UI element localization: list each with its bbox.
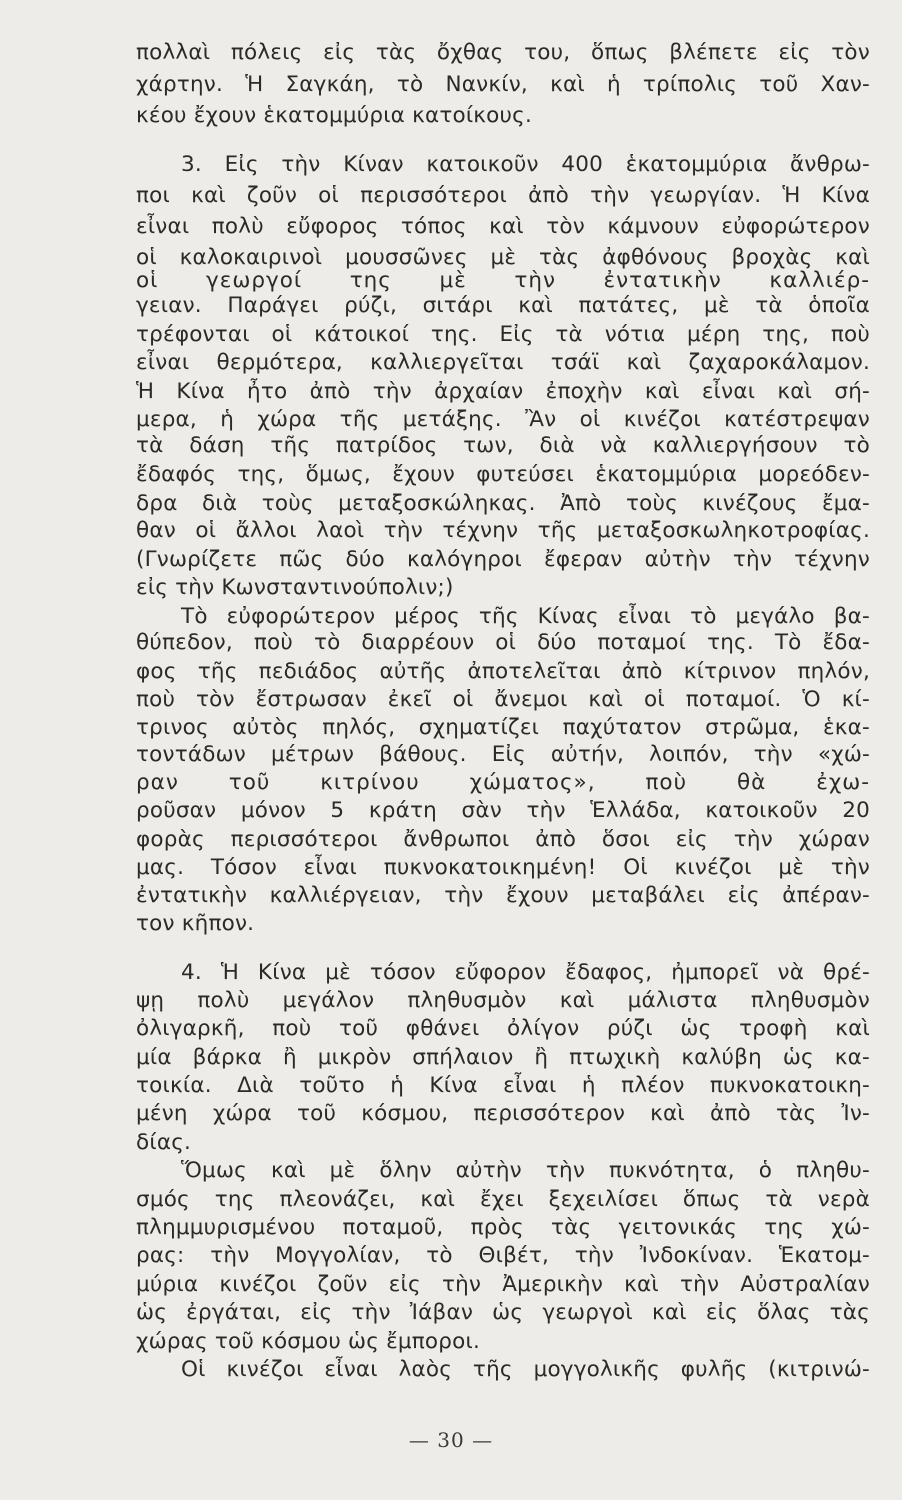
text-line: χώρας τοῦ κόσμου ὡς ἔμποροι. [136, 1329, 480, 1354]
text-line: θαν οἱ ἄλλοι λαοὶ τὴν τέχνην τῆς μεταξοσκωληκοτροφίας. [136, 518, 870, 543]
text-line: οἱ γεωργοί της μὲ τὴν ἐντατικὴν καλλιέρ- [136, 268, 870, 293]
text-line: οἱ καλοκαιρινοὶ μουσσῶνες μὲ τὰς ἀφθόνους βροχὰς καὶ [136, 245, 870, 270]
text-line: τοντάδων μέτρων βάθους. Εἰς αὐτήν, λοιπόν, τὴν «χώ- [136, 742, 870, 767]
text-line: τρέφονται οἱ κάτοικοί της. Εἰς τὰ νότια μέρη της, ποὺ [136, 322, 870, 347]
text-line: πλημμυρισμένου ποταμοῦ, πρὸς τὰς γειτονικάς της χώ- [136, 1215, 870, 1240]
text-line: εἰς τὴν Κωνσταντινούπολιν;) [136, 575, 454, 600]
text-line: ρας: τὴν Μογγολίαν, τὸ Θιβέτ, τὴν Ἰνδοκίναν. Ἑκατομ- [136, 1243, 870, 1268]
text-line: τοικία. Διὰ τοῦτο ἡ Κίνα εἶναι ἡ πλέον πυκνοκατοικη- [136, 1073, 870, 1098]
text-line: Ὅμως καὶ μὲ ὅλην αὐτὴν τὴν πυκνότητα, ὁ πληθυ- [181, 1158, 870, 1183]
text-line: τον κῆπον. [136, 911, 255, 936]
text-line: ἔδαφός της, ὅμως, ἔχουν φυτεύσει ἑκατομμύρια μορεόδεν- [136, 462, 870, 487]
text-line: ποὺ τὸν ἔστρωσαν ἐκεῖ οἱ ἄνεμοι καὶ οἱ ποταμοί. Ὁ κί- [136, 687, 870, 712]
text-line: (Γνωρίζετε πῶς δύο καλόγηροι ἔφεραν αὐτὴν τὴν τέχνην [136, 547, 870, 572]
text-line: μερα, ἡ χώρα τῆς μετάξης. Ἂν οἱ κινέζοι κατέστρεψαν [136, 407, 870, 432]
text-line: τὰ δάση τῆς πατρίδος των, διὰ νὰ καλλιεργήσουν τὸ [136, 433, 870, 458]
text-line: θύπεδον, ποὺ τὸ διαρρέουν οἱ δύο ποταμοί της. Τὸ ἔδα- [136, 630, 870, 655]
text-line: σμός της πλεονάζει, καὶ ἔχει ξεχειλίσει ὅπως τὰ νερὰ [136, 1187, 870, 1212]
text-line: φος τῆς πεδιάδος αὐτῆς ἀποτελεῖται ἀπὸ κίτρινον πηλόν, [136, 659, 870, 684]
text-line: ροῦσαν μόνον 5 κράτη σὰν τὴν Ἑλλάδα, κατοικοῦν 20 [136, 798, 870, 823]
text-line: Ἡ Κίνα ἦτο ἀπὸ τὴν ἀρχαίαν ἐποχὴν καὶ εἶναι καὶ σή- [136, 379, 870, 404]
text-line: μένη χώρα τοῦ κόσμου, περισσότερον καὶ ἀπὸ τὰς Ἰν- [136, 1101, 870, 1126]
text-line: ἐντατικὴν καλλιέργειαν, τὴν ἔχουν μεταβάλει εἰς ἀπέραν- [136, 883, 870, 908]
text-line: ραν τοῦ κιτρίνου χώματος», ποὺ θὰ ἐχω- [136, 770, 870, 795]
text-line: δίας. [136, 1130, 192, 1155]
page-number: — 30 — [408, 1428, 494, 1452]
text-line: κέου ἔχουν ἑκατομμύρια κατοίκους. [136, 103, 533, 128]
text-line: δρα διὰ τοὺς μεταξοσκώληκας. Ἀπὸ τοὺς κινέζους ἔμα- [136, 491, 870, 516]
text-line: φορὰς περισσότεροι ἄνθρωποι ἀπὸ ὅσοι εἰς τὴν χώραν [136, 827, 870, 852]
text-line: εἶναι θερμότερα, καλλιεργεῖται τσάϊ καὶ ζαχαροκάλαμον. [136, 350, 870, 375]
text-line: γειαν. Παράγει ρύζι, σιτάρι καὶ πατάτες, μὲ τὰ ὁποῖα [136, 293, 870, 318]
text-line: ποι καὶ ζοῦν οἱ περισσότεροι ἀπὸ τὴν γεωργίαν. Ἡ Κίνα [136, 183, 870, 208]
text-line: ὡς ἐργάται, εἰς τὴν Ἰάβαν ὡς γεωργοὶ καὶ εἰς ὅλας τὰς [136, 1300, 870, 1325]
text-line: πολλαὶ πόλεις εἰς τὰς ὄχθας του, ὅπως βλέπετε εἰς τὸν [136, 40, 870, 65]
text-line: Τὸ εὐφορώτερον μέρος τῆς Κίνας εἶναι τὸ μεγάλο βα- [181, 604, 870, 629]
text-line: χάρτην. Ἡ Σαγκάη, τὸ Νανκίν, καὶ ἡ τρίπολις τοῦ Χαν- [136, 72, 870, 97]
text-line: εἶναι πολὺ εὔφορος τόπος καὶ τὸν κάμνουν εὐφορώτερον [136, 214, 870, 239]
text-line: τρινος αὐτὸς πηλός, σχηματίζει παχύτατον στρῶμα, ἑκα- [136, 715, 870, 740]
text-line: 3. Εἰς τὴν Κίναν κατοικοῦν 400 ἑκατομμύρια ἄνθρω- [181, 152, 870, 177]
text-line: μας. Τόσον εἶναι πυκνοκατοικημένη! Οἱ κινέζοι μὲ τὴν [136, 855, 870, 880]
text-line: 4. Ἡ Κίνα μὲ τόσον εὔφορον ἔδαφος, ἠμπορεῖ νὰ θρέ- [181, 960, 870, 985]
text-line: μύρια κινέζοι ζοῦν εἰς τὴν Ἀμερικὴν καὶ τὴν Αὐστραλίαν [136, 1272, 870, 1297]
text-line: Οἱ κινέζοι εἶναι λαὸς τῆς μογγολικῆς φυλῆς (κιτρινώ- [181, 1357, 870, 1382]
text-line: ψῃ πολὺ μεγάλον πληθυσμὸν καὶ μάλιστα πληθυσμὸν [136, 988, 870, 1013]
text-line: μία βάρκα ἢ μικρὸν σπήλαιον ἢ πτωχικὴ καλύβη ὡς κα- [136, 1045, 870, 1070]
text-line: ὀλιγαρκῆ, ποὺ τοῦ φθάνει ὀλίγον ρύζι ὡς τροφὴ καὶ [136, 1016, 870, 1041]
